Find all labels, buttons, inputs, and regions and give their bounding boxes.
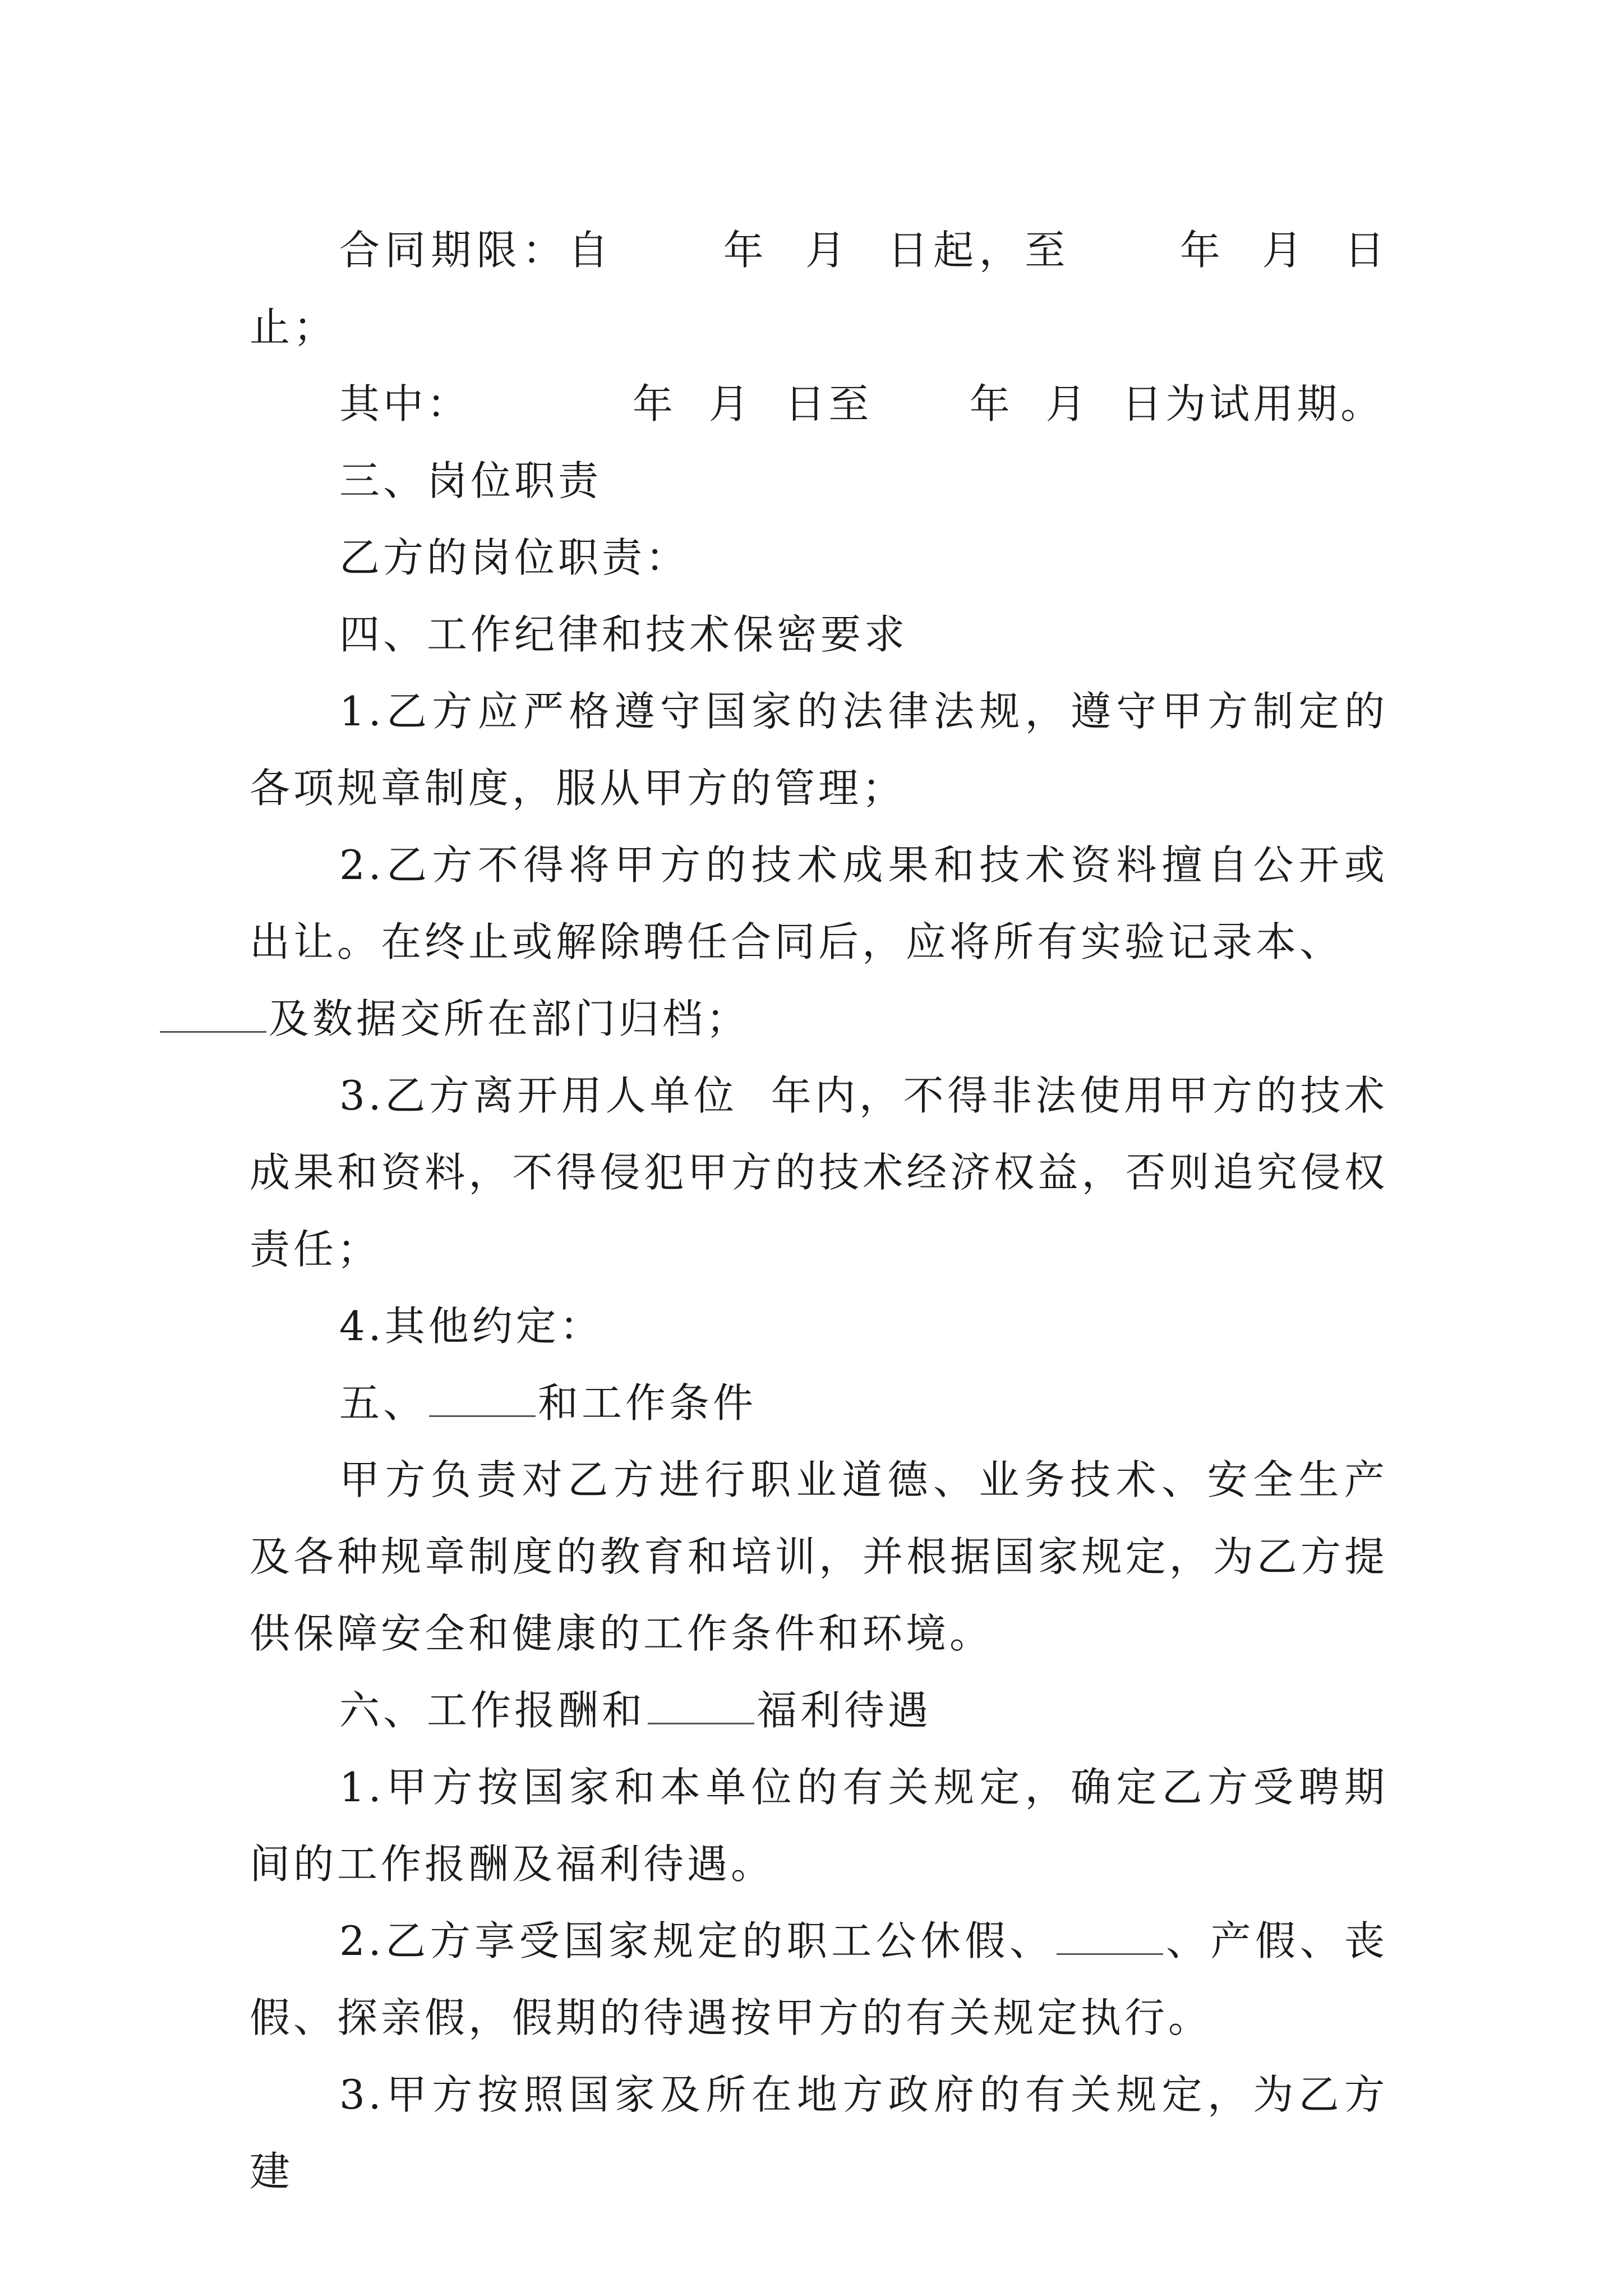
document-body xyxy=(250,212,1388,2210)
paragraph-contract-term xyxy=(250,212,1388,366)
paragraph-text: 1.甲方按国家和本单位的有关规定，确定乙方受聘期间的工作报酬及福利待遇。 xyxy=(250,1764,1388,1888)
heading-text: 五、 xyxy=(339,1379,427,1427)
paragraph-text: 甲方负责对乙方进行职业道德、业务技术、安全生产及各种规章制度的教育和培训，并根据国家规定，为乙方提供保障安全和健康的工作条件和环境。 xyxy=(250,1456,1388,1657)
paragraph-text: 3.乙方离开用人单位 年内，不得非法使用甲方的技术成果和资料，不得侵犯甲方的技术经济权益，否则追究侵权责任； xyxy=(250,1072,1388,1273)
heading-section-4 xyxy=(250,596,1388,673)
paragraph-item-6-2 xyxy=(250,1903,1388,2056)
heading-text-after: 福利待遇 xyxy=(757,1687,932,1734)
paragraph-text: 3.甲方按照国家及所在地方政府的有关规定，为乙方建 xyxy=(250,2071,1388,2195)
heading-section-6 xyxy=(250,1672,1388,1749)
fill-in-blank xyxy=(648,1689,754,1724)
paragraph-item-4-1 xyxy=(250,673,1388,827)
heading-section-3 xyxy=(250,443,1388,519)
paragraph-text: 乙方的岗位职责： xyxy=(339,534,690,581)
paragraph-duties xyxy=(250,519,1388,596)
paragraph-text: 其中： 年 月 日至 年 月 日为试用期。 xyxy=(339,380,1385,427)
paragraph-text: 4.其他约定： xyxy=(339,1303,603,1350)
paragraph-text: 2.乙方不得将甲方的技术成果和技术资料擅自公开或出让。在终止或解除聘任合同后，应将所有实验记录本、 xyxy=(250,841,1388,965)
paragraph-text: 2.乙方享受国家规定的职工公休假、 xyxy=(339,1917,1054,1964)
paragraph-item-4-3 xyxy=(250,1057,1388,1288)
paragraph-training xyxy=(250,1442,1388,1672)
paragraph-text: 1.乙方应严格遵守国家的法律法规，遵守甲方制定的各项规章制度，服从甲方的管理； xyxy=(250,688,1388,812)
heading-text: 四、工作纪律和技术保密要求 xyxy=(339,611,909,658)
fill-in-blank xyxy=(1057,1920,1163,1955)
paragraph-text: 合同期限：自 年 月 日起，至 年 月 日止； xyxy=(250,227,1388,351)
heading-text-after: 和工作条件 xyxy=(538,1379,757,1427)
fill-in-blank xyxy=(429,1382,536,1417)
fill-in-blank xyxy=(160,997,266,1033)
heading-text: 六、工作报酬和 xyxy=(339,1687,646,1734)
paragraph-probation xyxy=(250,366,1388,443)
heading-section-5 xyxy=(250,1365,1388,1442)
paragraph-item-6-1 xyxy=(250,1749,1388,1903)
paragraph-item-4-4 xyxy=(250,1288,1388,1365)
paragraph-item-4-2 xyxy=(250,827,1388,1057)
paragraph-text-after: 及数据交所在部门归档； xyxy=(269,995,750,1042)
paragraph-item-6-3 xyxy=(250,2056,1388,2210)
heading-text: 三、岗位职责 xyxy=(339,457,602,504)
paragraph-text-after: 、产假、丧假、探亲假，假期的待遇按甲方的有关规定执行。 xyxy=(250,1917,1388,2041)
